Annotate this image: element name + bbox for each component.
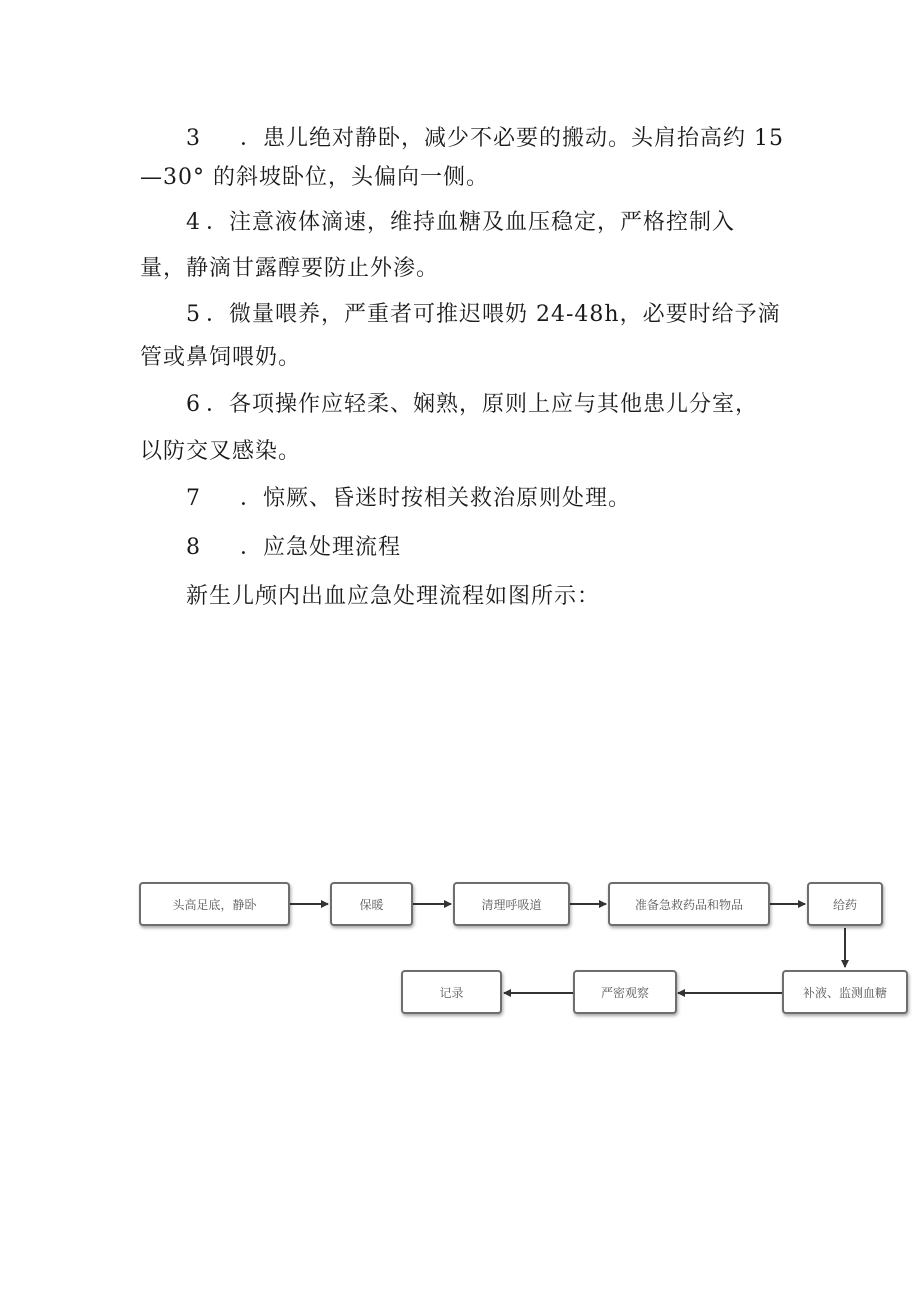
- paragraph-text: ．应急处理流程: [240, 535, 402, 560]
- flowchart-intro: 新生儿颅内出血应急处理流程如图所示：: [186, 584, 601, 609]
- paragraph-text: ．各项操作应轻柔、娴熟，原则上应与其他患儿分室，: [206, 392, 759, 417]
- paragraph-text: ．患儿绝对静卧，减少不必要的搬动。头肩抬高约 15: [240, 126, 784, 151]
- flow-node-6: 补液、监测血糖: [782, 970, 908, 1014]
- paragraph-text: ．惊厥、昏迷时按相关救治原则处理。: [240, 486, 632, 511]
- flow-node-4: 准备急救药品和物品: [608, 882, 770, 926]
- flow-node-5: 给药: [807, 882, 883, 926]
- item-number: 8: [186, 535, 201, 560]
- paragraph-4-line-2: 量，静滴甘露醇要防止外渗。: [140, 256, 440, 281]
- item-number: 4: [186, 210, 201, 235]
- item-number: 7: [186, 486, 201, 511]
- flow-node-1: 头高足底，静卧: [139, 882, 290, 926]
- item-number: 6: [186, 392, 201, 417]
- flow-node-2: 保暖: [330, 882, 413, 926]
- flow-node-3: 清理呼吸道: [453, 882, 570, 926]
- item-number: 5: [186, 302, 201, 327]
- flow-node-7: 严密观察: [573, 970, 677, 1014]
- paragraph-text: ．微量喂养，严重者可推迟喂奶 24-48h，必要时给予滴: [206, 302, 781, 327]
- paragraph-5-line-2: 管或鼻饲喂奶。: [140, 345, 302, 370]
- paragraph-text: ．注意液体滴速，维持血糖及血压稳定，严格控制入: [206, 210, 736, 235]
- item-number: 3: [186, 126, 201, 151]
- flow-node-8: 记录: [401, 970, 502, 1014]
- paragraph-3-line-2: —30° 的斜坡卧位，头偏向一侧。: [140, 165, 489, 190]
- paragraph-6-line-2: 以防交叉感染。: [140, 439, 302, 464]
